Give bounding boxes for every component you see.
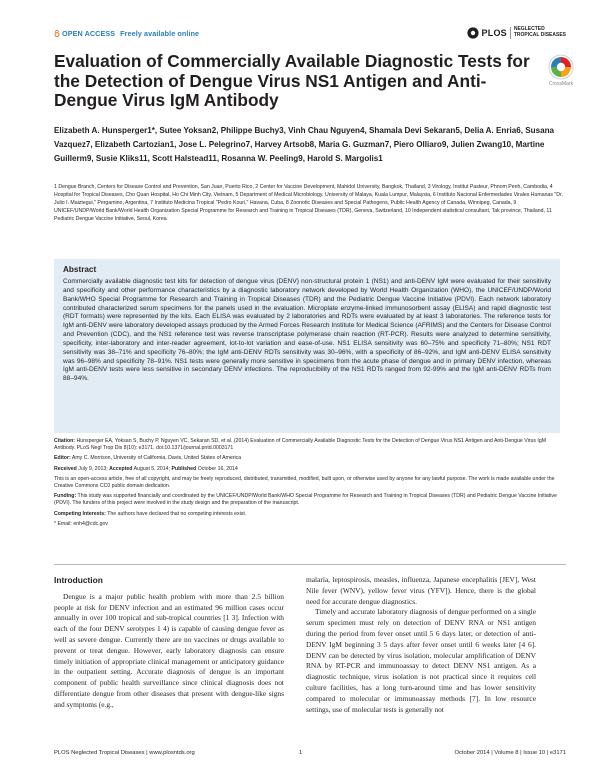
intro-paragraph-1: Dengue is a major public health problem with more than 2.5 billion people at risk for DENV infection and an estimated 96 million cases occur annually in over 100 tropical and sub-tropical countries [1 3]. Infection with each of the four DENV serotypes 1 4) is capable of causing dengue fever as well as severe dengue. Currently there are no vaccines or drugs available to prevent or treat dengue. However, early laboratory diagnosis can ensure timely initiation of appropriate clinical management or anticipatory guidance in the outpatient setting. Accurate diagnosis of dengue is an important component of public health surveillance since clinical diagnosis does not differentiate dengue from other diseases that present with dengue-like signs and symptoms (e.g., — [54, 591, 284, 709]
intro-paragraph-1-continued: malaria, leptospirosis, measles, influenza, Japanese encephalitis [JEV], West Nile fever (WNV), yellow fever virus (YFV]). Hence, there is the global need for accurate dengue diagnostics. — [306, 575, 536, 606]
citation-label: Citation: — [54, 438, 76, 444]
competing-interests-line — [54, 511, 564, 518]
article-metadata — [54, 438, 564, 528]
plos-mark-icon — [467, 27, 479, 39]
dates-line — [54, 466, 564, 473]
received-label: Received — [54, 465, 77, 472]
crossmark-badge[interactable] — [542, 54, 580, 87]
competing-interests-text: The authors have declared that no competing interests exist. — [107, 510, 247, 517]
crossmark-icon — [548, 54, 574, 80]
page-header — [54, 27, 566, 41]
accepted-label: Accepted — [109, 465, 133, 472]
footer-issue: October 2014 | Volume 8 | Issue 10 | e3171 — [454, 750, 566, 756]
intro-heading: Introduction — [54, 575, 103, 585]
section-divider — [54, 564, 566, 565]
open-access-label: OPEN ACCESS — [62, 29, 116, 38]
funding-text: This study was supported financially and coordinated by the UNICEF/UNDP/World Bank/WHO Special Programme for Research and Training in Tropical Diseases (TDR) and Pediatric Dengue Vaccine Initiative (PDVI). The funders of this project were involved in the study design and the preparation of the manuscript. — [54, 493, 557, 507]
journal-wordmark-line2: TROPICAL DISEASES — [513, 32, 566, 38]
accepted-date: August 5, 2014; — [133, 465, 170, 472]
author-list: Elizabeth A. Hunsperger1*, Sutee Yoksan2, Philippe Buchy3, Vinh Chau Nguyen4, Shamala Devi Sekaran5, Delia A. Enria6, Susana Vazquez7, Elizabeth Cartozian1, Jose L. Pelegrino7, Harvey Artsob8, Maria G. Guzman7, Piero Olliaro9, Julien Zwang10, Martine Guillerm9, Susie Kliks11, Scott Halstead11, Rosanna W. Peeling9, Harold S. Margolis1 — [54, 126, 555, 164]
citation-text: Hunsperger EA, Yoksan S, Buchy P, Nguyen VC, Sekaran SD, et al. (2014) Evaluation of Commercially Available Diagnostic Tests for the Detection of Dengue Virus NS1 Antigen and Anti-Dengue Virus IgM Antibody. PLoS Negl Trop Dis 8(10): e3171. doi:10.1371/journal.pntd.0003171 — [54, 438, 547, 452]
intro-left-column — [54, 575, 284, 711]
competing-interests-label: Competing Interests: — [54, 510, 106, 517]
open-access-badge — [54, 29, 199, 38]
plos-wordmark: PLOS — [481, 28, 507, 38]
page-number: 1 — [299, 750, 303, 756]
journal-wordmark-line1: NEGLECTED — [513, 26, 545, 33]
intro-paragraph-2: Timely and accurate laboratory diagnosis of dengue performed on a single serum specimen must rely on detection of DENV RNA or NS1 antigen during the period from fever onset until 5 6 days later, or detection of anti-DENV IgM beginning 3 5 days after fever onset until 6 weeks later [4 6]. DENV can be detected by virus isolation, molecular amplification of DENV RNA by RT-PCR and immunoassay to detect DENV NS1 antigen. As a diagnostic technique, virus isolation is not practical since it requires cell culture facilities, has a long turn-around time and has lower sensitivity compared to molecular or immunoassay methods [7]. In low resource settings, use of molecular tests is generally not — [306, 607, 536, 714]
editor-text: Amy C. Morrison, University of California, Davis, United States of America — [71, 455, 242, 462]
published-date: October 16, 2014 — [197, 465, 238, 472]
open-access-lock-icon — [54, 30, 60, 37]
abstract-body: Commercially available diagnostic test kits for detection of dengue virus (DENV) non-structural protein 1 (NS1) and anti-DENV IgM were evaluated for their sensitivity and specificity and other performance characteristics by a diagnostic laboratory network developed by World Health Organization (WHO), the UNICEF/UNDP/World Bank/WHO Special Programme for Research and Training in Tropical Diseases (TDR) and the Pediatric Dengue Vaccine Initiative (PDVI). Each network laboratory contributed characterized serum specimens for the panels used in the evaluation. Microplate enzyme-linked immunosorbent assay (ELISA) and rapid diagnostic test (RDT formats) were represented by the kits. Each ELISA was evaluated by 2 laboratories and RDTs were evaluated by at least 3 laboratories. The reference tests for IgM anti-DENV were laboratory developed assays produced by the Armed Forces Research Institute for Medical Science (AFRIMS) and the Centers for Disease Control and Prevention (CDC), and the NS1 reference test was reverse transcriptase polymerase chain reaction (RT-PCR). Results were analyzed to determine sensitivity, specificity, inter-laboratory and inter-reader agreement, lot-to-lot variation and ease-of-use. NS1 ELISA sensitivity was 60–75% and specificity 71–80%; NS1 RDT sensitivity was 38–71% and specificity 76–80%; the IgM anti-DENV RDTs sensitivity was 30–96%, with a specificity of 86–92%, and IgM anti-DENV ELISA sensitivity was 96–98% and specificity 78–91%. NS1 tests were generally more sensitive in specimens from the acute phase of dengue and in primary DENV infection, whereas IgM anti-DENV tests were less sensitive in secondary DENV infections. The reproducibility of the NS1 RDTs ranged from 92-99% and the IgM anti-DENV RDTs from 88–94%. — [63, 278, 551, 383]
citation-line — [54, 438, 564, 452]
affiliations: 1 Dengue Branch, Centers for Disease Control and Prevention, San Juan, Puerto Rico, 2 Center for Vaccine Development, Mahidol University, Bangkok, Thailand, 3 Virology, Institut Pasteur, Phnom Penh, Cambodia, 4 Hospital for Tropical Diseases, Cho Quan Hospital, Ho Chi Minh City, Vietnam, 5 Department of Medical Microbiology, University of Malaya, Kuala Lumpur, Malaysia, 6 Instituto Nacional Enfermedades Virales Humanas "Dr. Julio I. Maiztegui," Pergamino, Argentina, 7 Instituto Medicina Tropical "Pedro Kouri," Havana, Cuba, 8 Zoonotic Diseases and Special Pathogens, Public Health Agency of Canada, Winnipeg, Canada, 9 UNICEF/UNDP/World Bank/World Health Organization Special Programme for Research and Training in Tropical Diseases (TDR), Geneva, Switzerland, 10 Independent statistical consultant, Tak province, Thailand, 11 Pediatric Dengue Vaccine Initiative, Seoul, Korea — [54, 184, 563, 223]
funding-line — [54, 493, 564, 507]
editor-label: Editor: — [54, 455, 71, 462]
abstract-heading: Abstract — [63, 265, 97, 274]
crossmark-label: CrossMark — [548, 81, 574, 87]
page-footer — [54, 750, 566, 760]
freely-available-label: Freely available online — [120, 29, 200, 38]
received-date: July 9, 2013; — [78, 465, 108, 472]
footer-journal: PLOS Neglected Tropical Diseases | www.plosntds.org — [54, 750, 195, 756]
plos-logo — [467, 27, 566, 39]
abstract-box — [54, 259, 560, 433]
journal-wordmark — [510, 27, 566, 38]
corresponding-email[interactable]: * Email: enh4@cdc.gov — [54, 520, 108, 527]
article-title: Evaluation of Commercially Available Diagnostic Tests for the Detection of Dengue Virus NS1 Antigen and Anti-Dengue Virus IgM Antibody — [54, 51, 530, 110]
license-text: This is an open-access article, free of all copyright, and may be freely reproduced, distributed, transmitted, modified, built upon, or otherwise used by anyone for any lawful purpose. The work is made available under the Creative Commons CC0 public domain dedication. — [54, 475, 555, 490]
published-label: Published — [171, 465, 197, 472]
intro-right-column — [306, 575, 536, 715]
editor-line — [54, 455, 564, 462]
funding-label: Funding: — [54, 493, 77, 500]
